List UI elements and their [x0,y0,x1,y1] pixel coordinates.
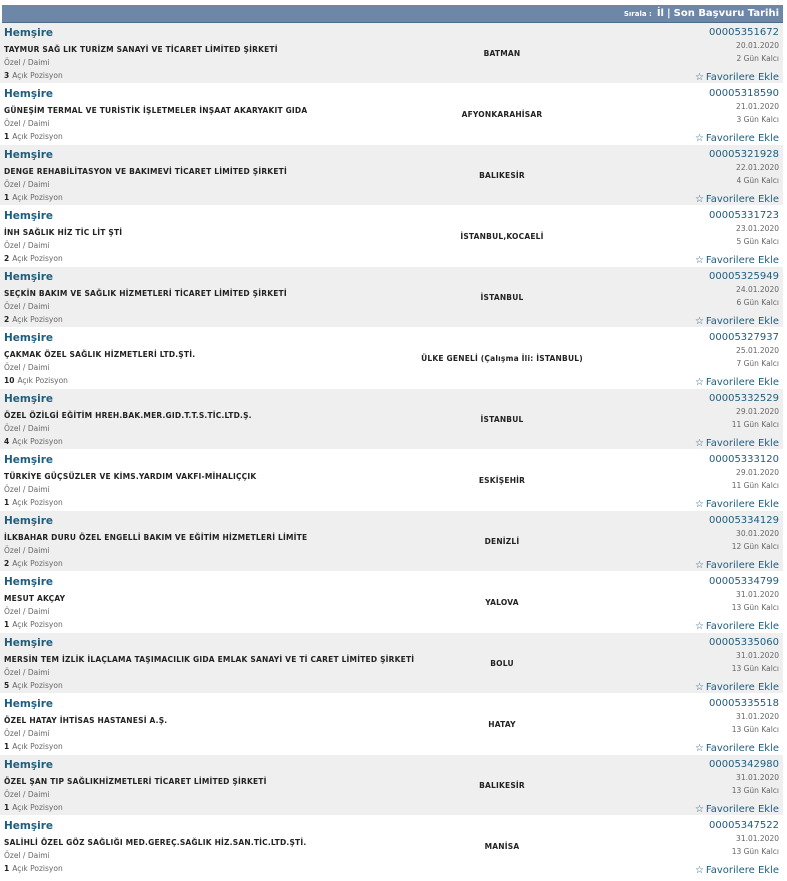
employment-type: Özel / Daimi [4,607,50,616]
open-positions [4,254,63,263]
listing-meta [579,26,779,84]
job-city: ESKİŞEHİR [478,476,526,485]
job-listing-row [0,633,783,694]
deadline-date: 31.01.2020 [736,712,779,721]
open-positions-label: Açık Pozisyon [12,681,63,690]
company-name: ÖZEL HATAY İHTİSAS HASTANESİ A.Ş. [4,716,168,725]
open-positions-count: 1 [4,193,10,202]
days-remaining: 2 Gün Kalcı [736,54,779,63]
listing-id-link[interactable]: 00005333120 [709,454,779,465]
days-remaining: 13 Gün Kalcı [731,786,779,795]
deadline-date: 31.01.2020 [736,773,779,782]
add-to-favorites-label: Favorilere Ekle [705,72,779,83]
employment-type: Özel / Daimi [4,241,50,250]
deadline-date: 31.01.2020 [736,834,779,843]
job-listing-row [0,816,783,877]
add-to-favorites-link[interactable] [695,71,779,84]
add-to-favorites-link[interactable] [695,559,779,572]
add-to-favorites-link[interactable] [695,620,779,633]
job-city: BATMAN [483,49,521,58]
open-positions [4,376,68,385]
star-outline-icon: ☆ [694,316,704,327]
star-outline-icon: ☆ [694,499,704,510]
days-remaining: 5 Gün Kalcı [736,237,779,246]
open-positions-label: Açık Pozisyon [12,559,63,568]
add-to-favorites-label: Favorilere Ekle [705,804,779,815]
open-positions [4,559,63,568]
add-to-favorites-label: Favorilere Ekle [705,560,779,571]
listing-meta [579,697,779,755]
job-city: ÜLKE GENELİ (Çalışma İli: İSTANBUL) [421,354,583,363]
job-title-link[interactable]: Hemşire [4,759,53,771]
star-outline-icon: ☆ [694,255,704,266]
job-title-link[interactable]: Hemşire [4,637,53,649]
job-listing-row [0,267,783,328]
star-outline-icon: ☆ [694,743,704,754]
deadline-date: 31.01.2020 [736,590,779,599]
open-positions-count: 4 [4,437,10,446]
add-to-favorites-link[interactable] [695,437,779,450]
company-name: MESUT AKÇAY [4,594,66,603]
deadline-date: 30.01.2020 [736,529,779,538]
star-outline-icon: ☆ [694,133,704,144]
deadline-date: 25.01.2020 [736,346,779,355]
job-city: HATAY [488,720,516,729]
open-positions-label: Açık Pozisyon [12,803,63,812]
company-name: İLKBAHAR DURU ÖZEL ENGELLİ BAKIM VE EĞİTİM HİZMETLERİ LİMİTE [4,533,308,542]
job-listing-row [0,23,783,84]
add-to-favorites-link[interactable] [695,864,779,877]
star-outline-icon: ☆ [694,438,704,449]
open-positions [4,193,63,202]
star-outline-icon: ☆ [694,621,704,632]
days-remaining: 13 Gün Kalcı [731,603,779,612]
star-outline-icon: ☆ [694,804,704,815]
days-remaining: 3 Gün Kalcı [736,115,779,124]
listing-id-link[interactable]: 00005347522 [709,820,779,831]
add-to-favorites-label: Favorilere Ekle [705,316,779,327]
company-name: ÖZEL ŞAN TIP SAĞLIKHİZMETLERİ TİCARET LİMİTED ŞİRKETİ [4,777,267,786]
job-listing-row [0,206,783,267]
open-positions [4,437,63,446]
days-remaining: 4 Gün Kalcı [736,176,779,185]
star-outline-icon: ☆ [694,865,704,876]
job-city: BALIKESİR [479,781,525,790]
days-remaining: 11 Gün Kalcı [731,420,779,429]
add-to-favorites-label: Favorilere Ekle [705,682,779,693]
deadline-date: 22.01.2020 [736,163,779,172]
sort-label: Sırala : [623,9,652,18]
add-to-favorites-label: Favorilere Ekle [705,865,779,876]
star-outline-icon: ☆ [694,194,704,205]
add-to-favorites-label: Favorilere Ekle [705,499,779,510]
star-outline-icon: ☆ [694,377,704,388]
open-positions-label: Açık Pozisyon [17,376,68,385]
deadline-date: 20.01.2020 [736,41,779,50]
open-positions-label: Açık Pozisyon [12,132,63,141]
open-positions-count: 2 [4,254,10,263]
open-positions [4,71,63,80]
listing-meta [579,819,779,877]
job-city: İSTANBUL,KOCAELİ [460,232,544,241]
employment-type: Özel / Daimi [4,546,50,555]
company-name: GÜNEŞİM TERMAL VE TURİSTİK İŞLETMELER İNŞAAT AKARYAKIT GIDA [4,106,308,115]
open-positions-count: 3 [4,71,10,80]
listing-meta [579,575,779,633]
add-to-favorites-link[interactable] [695,376,779,389]
job-city: DENİZLİ [484,537,520,546]
open-positions [4,132,63,141]
days-remaining: 12 Gün Kalcı [731,542,779,551]
job-listing-row [0,389,783,450]
listing-id-link[interactable]: 00005331723 [709,210,779,221]
open-positions-count: 2 [4,315,10,324]
add-to-favorites-link[interactable] [695,742,779,755]
job-city: YALOVA [485,598,519,607]
add-to-favorites-link[interactable] [695,803,779,816]
listing-meta [579,331,779,389]
job-title-link[interactable]: Hemşire [4,332,53,344]
employment-type: Özel / Daimi [4,790,50,799]
job-title-link[interactable]: Hemşire [4,698,53,710]
job-listing-row [0,328,783,389]
open-positions-label: Açık Pozisyon [12,71,63,80]
open-positions-count: 1 [4,803,10,812]
listing-id-link[interactable]: 00005321928 [709,149,779,160]
open-positions-label: Açık Pozisyon [12,620,63,629]
days-remaining: 11 Gün Kalcı [731,481,779,490]
open-positions-label: Açık Pozisyon [12,742,63,751]
job-listing-row [0,145,783,206]
open-positions-label: Açık Pozisyon [12,437,63,446]
star-outline-icon: ☆ [694,682,704,693]
listing-id-link[interactable]: 00005318590 [709,88,779,99]
add-to-favorites-label: Favorilere Ekle [705,621,779,632]
add-to-favorites-link[interactable] [695,315,779,328]
open-positions-count: 1 [4,132,10,141]
job-title-link[interactable]: Hemşire [4,88,53,100]
employment-type: Özel / Daimi [4,180,50,189]
company-name: TAYMUR SAĞ LIK TURİZM SANAYİ VE TİCARET LİMİTED ŞİRKETİ [4,45,278,54]
job-listing-list [0,23,787,877]
add-to-favorites-link[interactable] [695,681,779,694]
listing-meta [579,87,779,145]
add-to-favorites-label: Favorilere Ekle [705,438,779,449]
deadline-date: 23.01.2020 [736,224,779,233]
company-name: DENGE REHABİLİTASYON VE BAKIMEVİ TİCARET LİMİTED ŞİRKETİ [4,167,287,176]
listing-meta [579,392,779,450]
company-name: İNH SAĞLIK HİZ TİC LİT ŞTİ [4,228,123,237]
add-to-favorites-label: Favorilere Ekle [705,133,779,144]
sort-by-deadline-link[interactable]: Son Başvuru Tarihi [673,8,779,19]
add-to-favorites-link[interactable] [695,132,779,145]
listing-id-link[interactable]: 00005325949 [709,271,779,282]
listing-id-link[interactable]: 00005334129 [709,515,779,526]
job-title-link[interactable]: Hemşire [4,271,53,283]
job-listing-row [0,511,783,572]
open-positions-label: Açık Pozisyon [12,315,63,324]
listing-meta [579,453,779,511]
listing-id-link[interactable]: 00005335060 [709,637,779,648]
deadline-date: 29.01.2020 [736,468,779,477]
listing-id-link[interactable]: 00005332529 [709,393,779,404]
listing-id-link[interactable]: 00005335518 [709,698,779,709]
company-name: TÜRKİYE GÜÇSÜZLER VE KİMS.YARDIM VAKFI-MİHALIÇÇIK [4,472,257,481]
open-positions [4,681,63,690]
employment-type: Özel / Daimi [4,119,50,128]
open-positions [4,498,63,507]
open-positions-label: Açık Pozisyon [12,498,63,507]
job-title-link[interactable]: Hemşire [4,27,53,39]
job-city: MANİSA [484,842,520,851]
star-outline-icon: ☆ [694,72,704,83]
company-name: ÇAKMAK ÖZEL SAĞLIK HİZMETLERİ LTD.ŞTİ. [4,350,196,359]
job-city: İSTANBUL [480,293,524,302]
days-remaining: 13 Gün Kalcı [731,725,779,734]
open-positions-count: 1 [4,620,10,629]
job-listing-row [0,572,783,633]
open-positions [4,864,63,873]
job-listing-row [0,755,783,816]
listing-meta [579,209,779,267]
employment-type: Özel / Daimi [4,851,50,860]
open-positions [4,742,63,751]
job-city: BALIKESİR [479,171,525,180]
add-to-favorites-label: Favorilere Ekle [705,743,779,754]
days-remaining: 7 Gün Kalcı [736,359,779,368]
listing-id-link[interactable]: 00005334799 [709,576,779,587]
open-positions-label: Açık Pozisyon [12,193,63,202]
add-to-favorites-link[interactable] [695,193,779,206]
job-listing-row [0,694,783,755]
open-positions [4,620,63,629]
star-outline-icon: ☆ [694,560,704,571]
employment-type: Özel / Daimi [4,424,50,433]
company-name: SALİHLİ ÖZEL GÖZ SAĞLIĞI MED.GEREÇ.SAĞLIK HİZ.SAN.TİC.LTD.ŞTİ. [4,838,307,847]
job-title-link[interactable]: Hemşire [4,515,53,527]
days-remaining: 6 Gün Kalcı [736,298,779,307]
open-positions [4,803,63,812]
job-city: BOLU [490,659,514,668]
deadline-date: 31.01.2020 [736,651,779,660]
job-title-link[interactable]: Hemşire [4,820,53,832]
deadline-date: 29.01.2020 [736,407,779,416]
listing-meta [579,758,779,816]
add-to-favorites-label: Favorilere Ekle [705,194,779,205]
job-title-link[interactable]: Hemşire [4,149,53,161]
sort-by-city-link[interactable]: İl [656,8,664,19]
add-to-favorites-link[interactable] [695,254,779,267]
job-title-link[interactable]: Hemşire [4,393,53,405]
employment-type: Özel / Daimi [4,668,50,677]
open-positions-count: 1 [4,498,10,507]
deadline-date: 21.01.2020 [736,102,779,111]
listing-id-link[interactable]: 00005351672 [709,27,779,38]
open-positions-count: 1 [4,864,10,873]
open-positions-count: 1 [4,742,10,751]
job-listing-row [0,450,783,511]
job-city: AFYONKARAHİSAR [461,110,543,119]
open-positions-label: Açık Pozisyon [12,254,63,263]
employment-type: Özel / Daimi [4,729,50,738]
company-name: MERSİN TEM İZLİK İLAÇLAMA TAŞIMACILIK GIDA EMLAK SANAYİ VE Tİ CARET LİMİTED ŞİRKETİ [4,655,415,664]
sort-bar [2,5,783,23]
company-name: ÖZEL ÖZİLGİ EĞİTİM HREH.BAK.MER.GID.T.T.S.TİC.LTD.Ş. [4,411,252,420]
open-positions-count: 10 [4,376,15,385]
company-name: SEÇKİN BAKIM VE SAĞLIK HİZMETLERİ TİCARET LİMİTED ŞİRKETİ [4,289,287,298]
open-positions-count: 2 [4,559,10,568]
job-title-link[interactable]: Hemşire [4,576,53,588]
job-title-link[interactable]: Hemşire [4,210,53,222]
listing-meta [579,148,779,206]
add-to-favorites-label: Favorilere Ekle [705,377,779,388]
listing-id-link[interactable]: 00005327937 [709,332,779,343]
employment-type: Özel / Daimi [4,302,50,311]
sort-separator: | [666,8,671,19]
deadline-date: 24.01.2020 [736,285,779,294]
job-city: İSTANBUL [480,415,524,424]
listing-meta [579,514,779,572]
open-positions [4,315,63,324]
days-remaining: 13 Gün Kalcı [731,847,779,856]
listing-id-link[interactable]: 00005342980 [709,759,779,770]
listing-meta [579,270,779,328]
open-positions-label: Açık Pozisyon [12,864,63,873]
add-to-favorites-link[interactable] [695,498,779,511]
listing-meta [579,636,779,694]
add-to-favorites-label: Favorilere Ekle [705,255,779,266]
employment-type: Özel / Daimi [4,485,50,494]
job-listing-row [0,84,783,145]
job-title-link[interactable]: Hemşire [4,454,53,466]
employment-type: Özel / Daimi [4,58,50,67]
days-remaining: 13 Gün Kalcı [731,664,779,673]
employment-type: Özel / Daimi [4,363,50,372]
open-positions-count: 5 [4,681,10,690]
